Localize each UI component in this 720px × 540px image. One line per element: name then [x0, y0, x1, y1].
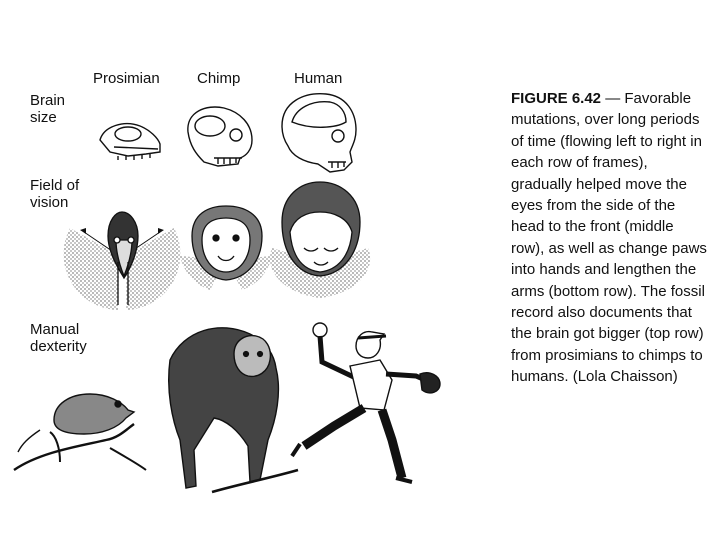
row-label-brain-size: Brain size — [30, 92, 66, 126]
human-pitcher-drawing — [292, 323, 440, 482]
prosimian-skull-drawing — [100, 124, 160, 160]
human-skull-drawing — [282, 94, 356, 172]
figure-id: FIGURE 6.42 — [511, 90, 602, 107]
figure-caption — [511, 88, 711, 388]
column-label-chimp: Chimp — [197, 70, 241, 87]
caption-dash: — — [601, 90, 621, 107]
row-label-manual-dexterity: Manual dexterity — [30, 321, 87, 355]
chimp-skull-drawing — [188, 107, 252, 166]
caption-text: Favorable mutations, over long periods of time (flowing left to right in each row of frames), gradually helped move the eyes from the side of the head to the front (middle row), as well as change paws into hands and lengthen the arms (bottom row). The fossil record also documents that the brain got bigger (top row) from prosimians to chimps to humans. (Lola Chaisson) — [511, 90, 707, 386]
prosimian-body-drawing — [14, 394, 146, 470]
column-label-human: Human — [294, 70, 343, 87]
column-label-prosimian: Prosimian — [93, 70, 160, 87]
row-label-field-of-vision: Field of vision — [30, 177, 80, 211]
chimp-body-drawing — [169, 328, 298, 492]
